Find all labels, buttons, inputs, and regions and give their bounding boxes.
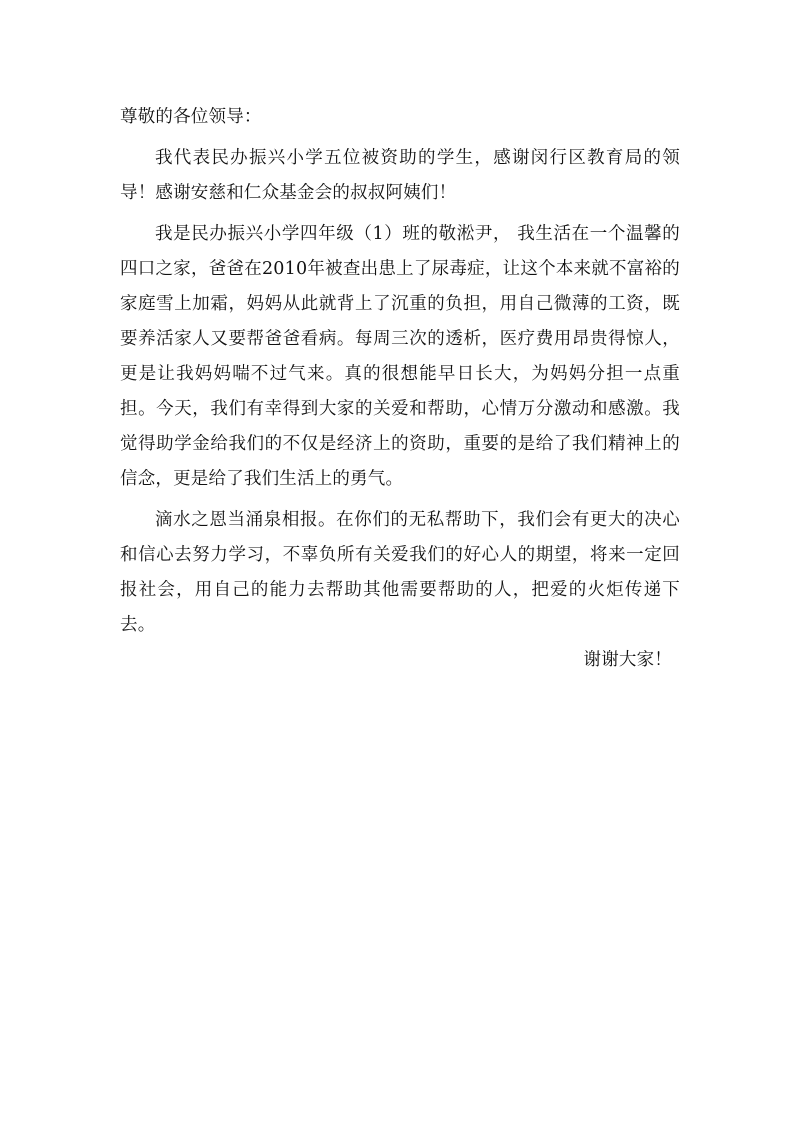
letter-body [120, 100, 680, 678]
paragraph-family-story: 我是民办振兴小学四年级（1）班的敬淞尹， 我生活在一个温馨的四口之家，爸爸在2010年被查出患上了尿毒症，让这个本来就不富裕的家庭雪上加霜，妈妈从此就背上了沉重的负担，用自己微薄的工资，既要养活家人又要帮爸爸看病。每周三次的透析，医疗费用昂贵得惊人，更是让我妈妈喘不过气来。真的很想能早日长大，为妈妈分担一点重担。今天，我们有幸得到大家的关爱和帮助，心情万分激动和感激。我觉得助学金给我们的不仅是经济上的资助，重要的是给了我们精神上的信念，更是给了我们生活上的勇气。 [120, 224, 680, 489]
paragraph-thanks: 我代表民办振兴小学五位被资助的学生，感谢闵行区教育局的领导！感谢安慈和仁众基金会的叔叔阿姨们！ [120, 148, 680, 203]
paragraph-promise: 滴水之恩当涌泉相报。在你们的无私帮助下，我们会有更大的决心和信心去努力学习，不辜负所有关爱我们的好心人的期望，将来一定回报社会，用自己的能力去帮助其他需要帮助的人，把爱的火炬传递下去。 [120, 510, 680, 635]
salutation: 尊敬的各位领导： [120, 107, 262, 127]
closing-line: 谢谢大家！ [583, 650, 672, 670]
